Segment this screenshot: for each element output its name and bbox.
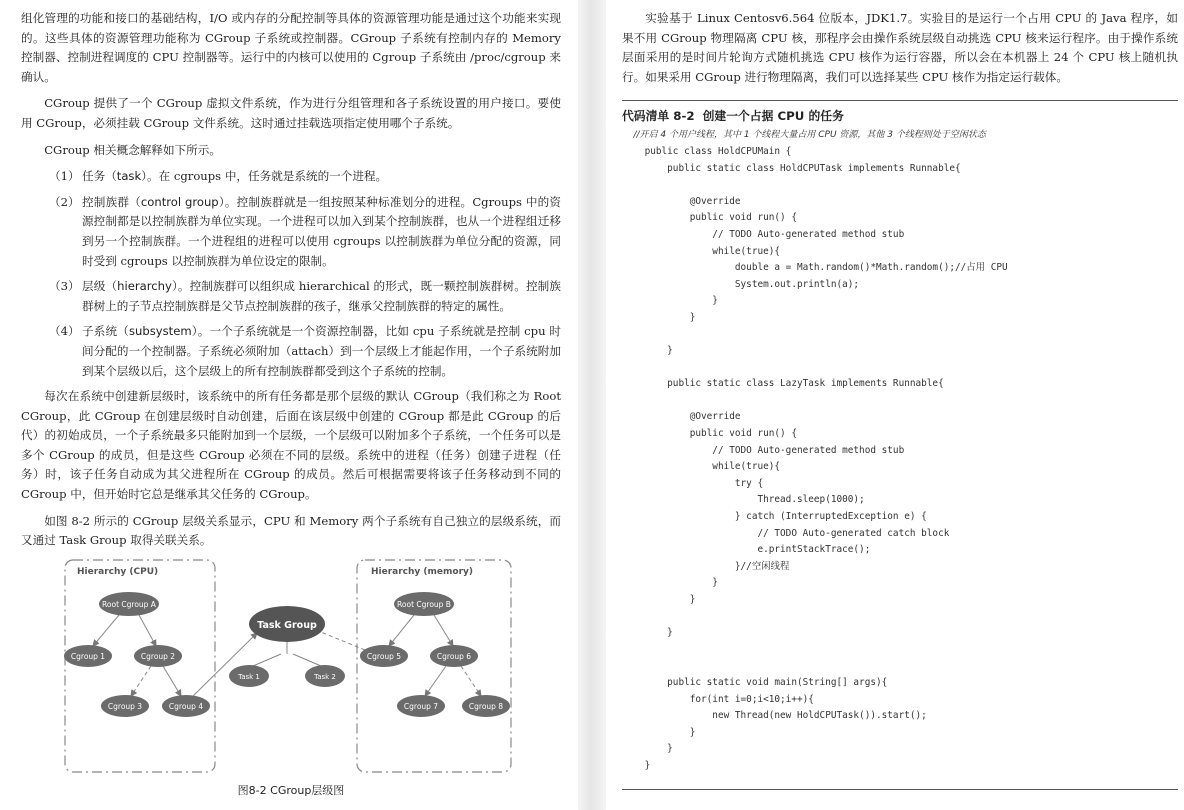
paragraph-cgroup-vfs: CGroup 提供了一个 CGroup 虚拟文件系统，作为进行分组管理和各子系统设置的用户接口。要使用 CGroup，必须挂载 CGroup 文件系统。这时通过挂载选项指定使用哪个子系统。 bbox=[21, 96, 561, 130]
hierarchy-cpu-label: Hierarchy (CPU) bbox=[77, 566, 159, 577]
paragraph-root-cgroup: 每次在系统中创建新层级时，该系统中的所有任务都是那个层级的默认 CGroup（我们称之为 Root CGroup，此 CGroup 在创建层级时自动创建，后面在该层级中创建的 CGroup 都是此 CGroup 的后代）的初始成员，一个子系统最多只能附加到一个层级，一个层级可以附加多个子系统，一个任务可以是多个 CGroup 的成员，但是这些 CGroup 必须在不同的层级。系统中的进程（任务）创建子进程（任务）时，该子任务自动成为其父进程所在 CGroup 的成员。然后可根据需要将该子任务移动到不同的 CGroup 中，但开始时它总是继承其父任务的 CGroup。 bbox=[21, 389, 561, 502]
listing-caption: 创建一个占据 CPU 的任务 bbox=[702, 109, 844, 124]
node-root-cgroup-a bbox=[99, 592, 159, 616]
code-line: } bbox=[622, 726, 696, 738]
listing-top-rule bbox=[622, 100, 1178, 101]
node-cgroup-2 bbox=[134, 645, 182, 667]
code-line: public static void main(String[] args){ bbox=[622, 676, 888, 688]
code-line: } bbox=[622, 311, 696, 323]
node-root-cgroup-b bbox=[394, 592, 454, 616]
paragraph-figure-ref: 如图 8-2 所示的 CGroup 层级关系显示，CPU 和 Memory 两个子系统有自己独立的层级系统，而又通过 Task Group 取得关联关系。 bbox=[21, 513, 561, 548]
item-number: （4） bbox=[49, 324, 80, 339]
item-number: （2） bbox=[49, 194, 80, 209]
svg-text:Cgroup 3: Cgroup 3 bbox=[107, 701, 143, 711]
code-line bbox=[622, 642, 1178, 659]
item-text: 。控制族群可以组织成 hierarchical 的形式，既一颗控制族群树。控制族群树上的子节点控制族群是父节点控制族群的孩子，继承父控制族群的特定的属性。 bbox=[82, 279, 561, 313]
right-page-content bbox=[622, 9, 1178, 775]
code-line bbox=[622, 393, 1178, 410]
paragraph-experiment-intro: 实验基于 Linux Centosv6.564 位版本，JDK1.7。实验目的是运行一个占用 CPU 的 Java 程序，如果不用 CGroup 物理隔离 CPU 核，那程序会由操作系统层级自动挑选 CPU 核来运行程序。由于操作系统层面采用的是时间片轮询方式随机挑选 CPU 核作为运行容器，所以会在本机器上 24 个 CPU 核上随机执行。如果采用 CGroup 进行物理隔离，我们可以选择某些 CPU 核作为指定运行载体。 bbox=[622, 11, 1178, 84]
node-cgroup-5 bbox=[360, 645, 408, 667]
node-cgroup-8 bbox=[462, 695, 510, 717]
concept-item-hierarchy bbox=[21, 277, 561, 316]
item-number: （1） bbox=[49, 169, 80, 184]
node-task-2 bbox=[305, 665, 345, 687]
code-line: // TODO Auto-generated method stub bbox=[622, 444, 905, 456]
code-line: } bbox=[622, 345, 673, 357]
code-line: public void run() { bbox=[622, 428, 797, 440]
listing-bottom-rule bbox=[622, 789, 1178, 790]
code-line: //开启 4 个用户线程，其中 1 个线程大量占用 CPU 资源，其他 3 个线程则处于空闲状态 bbox=[622, 130, 986, 141]
item-number: （3） bbox=[49, 279, 80, 294]
item-term: 子系统（subsystem） bbox=[82, 324, 198, 339]
code-listing-title bbox=[622, 107, 1178, 124]
code-line: // TODO Auto-generated catch block bbox=[622, 527, 950, 539]
code-line: }//空闲线程 bbox=[622, 560, 790, 572]
code-line: } bbox=[622, 627, 673, 639]
listing-number: 代码清单 8-2 bbox=[622, 109, 695, 124]
code-line bbox=[622, 177, 1178, 194]
code-line bbox=[622, 609, 1178, 626]
node-cgroup-4 bbox=[162, 695, 210, 717]
code-line: public static class LazyTask implements Runnable{ bbox=[622, 378, 944, 390]
concept-item-subsystem bbox=[21, 322, 561, 381]
concept-item-task bbox=[21, 167, 561, 187]
item-term: 控制族群（control group） bbox=[82, 194, 225, 209]
svg-text:Cgroup 1: Cgroup 1 bbox=[70, 651, 106, 661]
node-cgroup-1 bbox=[64, 645, 112, 667]
item-text: 。在 cgroups 中，任务就是系统的一个进程。 bbox=[146, 169, 388, 184]
code-line: e.printStackTrace(); bbox=[622, 544, 871, 556]
code-line bbox=[622, 327, 1178, 344]
svg-text:Root Cgroup B: Root Cgroup B bbox=[397, 599, 451, 609]
node-task-group bbox=[249, 606, 325, 642]
code-line: } bbox=[622, 743, 673, 755]
svg-text:Cgroup 5: Cgroup 5 bbox=[366, 651, 402, 661]
paragraph-subsystems: 组化管理的功能和接口的基础结构，I/O 或内存的分配控制等具体的资源管理功能是通过这个功能来实现的。这些具体的资源管理功能称为 CGroup 子系统或控制器。CGroup 子系统有控制内存的 Memory 控制器、控制进程调度的 CPU 控制器等。运行中的内核可以使用的 Cgroup 子系统由 /proc/cgroup 来确认。 bbox=[21, 11, 561, 84]
code-line: for(int i=0;i<10;i++){ bbox=[622, 693, 814, 705]
left-page bbox=[0, 0, 578, 810]
code-line: double a = Math.random()*Math.random();//占用 CPU bbox=[622, 262, 1008, 274]
code-line bbox=[622, 360, 1178, 377]
code-line: Thread.sleep(1000); bbox=[622, 494, 865, 506]
hierarchy-memory-label: Hierarchy (memory) bbox=[371, 566, 473, 577]
svg-text:Cgroup 4: Cgroup 4 bbox=[168, 701, 204, 711]
code-line: @Override bbox=[622, 195, 741, 207]
code-line: while(true){ bbox=[622, 245, 781, 257]
cgroup-hierarchy-figure bbox=[21, 558, 561, 801]
figure-caption: 图8-2 CGroup层级图 bbox=[237, 783, 345, 797]
code-line bbox=[622, 658, 1178, 675]
svg-text:Cgroup 7: Cgroup 7 bbox=[403, 701, 439, 711]
left-page-content bbox=[21, 9, 561, 801]
code-line: } bbox=[622, 295, 718, 307]
book-gutter bbox=[578, 0, 606, 810]
code-line: new Thread(new HoldCPUTask()).start(); bbox=[622, 710, 927, 722]
item-term: 层级（hierarchy） bbox=[82, 279, 178, 294]
node-cgroup-7 bbox=[397, 695, 445, 717]
code-line: System.out.println(a); bbox=[622, 278, 860, 290]
svg-text:Task 1: Task 1 bbox=[238, 672, 260, 681]
code-line: } bbox=[622, 577, 718, 589]
svg-text:Task 2: Task 2 bbox=[314, 672, 336, 681]
node-task-1 bbox=[229, 665, 269, 687]
code-listing bbox=[622, 127, 1178, 774]
code-line: public void run() { bbox=[622, 212, 797, 224]
code-line: public static class HoldCPUTask implements Runnable{ bbox=[622, 162, 961, 174]
svg-text:Task Group: Task Group bbox=[257, 619, 317, 631]
svg-text:Cgroup 6: Cgroup 6 bbox=[436, 651, 472, 661]
code-line: try { bbox=[622, 477, 764, 489]
cgroup-hierarchy-diagram bbox=[21, 558, 561, 780]
item-term: 任务（task） bbox=[82, 169, 147, 184]
code-line: } catch (InterruptedException e) { bbox=[622, 511, 927, 523]
paragraph-concepts-intro: CGroup 相关概念解释如下所示。 bbox=[44, 142, 221, 157]
svg-text:Root Cgroup A: Root Cgroup A bbox=[102, 599, 156, 609]
right-page bbox=[606, 0, 1184, 810]
code-line: // TODO Auto-generated method stub bbox=[622, 228, 905, 240]
svg-text:Cgroup 2: Cgroup 2 bbox=[140, 651, 176, 661]
item-text: 。控制族群就是一组按照某种标准划分的进程。Cgroups 中的资源控制都是以控制族群为单位实现。一个进程可以加入到某个控制族群，也从一个进程组迁移到另一个控制族群。一个进程组的进程可以使用 cgroups 以控制族群为单位分配的资源，同时受到 cgroups 以控制族群为单位设定的限制。 bbox=[82, 194, 562, 268]
node-cgroup-6 bbox=[430, 645, 478, 667]
node-cgroup-3 bbox=[101, 695, 149, 717]
code-line: @Override bbox=[622, 411, 741, 423]
code-line: } bbox=[622, 594, 696, 605]
item-text: 。一个子系统就是一个资源控制器，比如 cpu 子系统就是控制 cpu 时间分配的一个控制器。子系统必须附加（attach）到一个层级上才能起作用，一个子系统附加到某个层级以后，这个层级上的所有控制族群都受到这个子系统的控制。 bbox=[82, 324, 561, 378]
code-line: public class HoldCPUMain { bbox=[622, 145, 792, 157]
concept-item-control-group bbox=[21, 193, 561, 271]
svg-text:Cgroup 8: Cgroup 8 bbox=[468, 701, 504, 711]
code-line: while(true){ bbox=[622, 461, 781, 473]
code-line: } bbox=[622, 759, 651, 771]
